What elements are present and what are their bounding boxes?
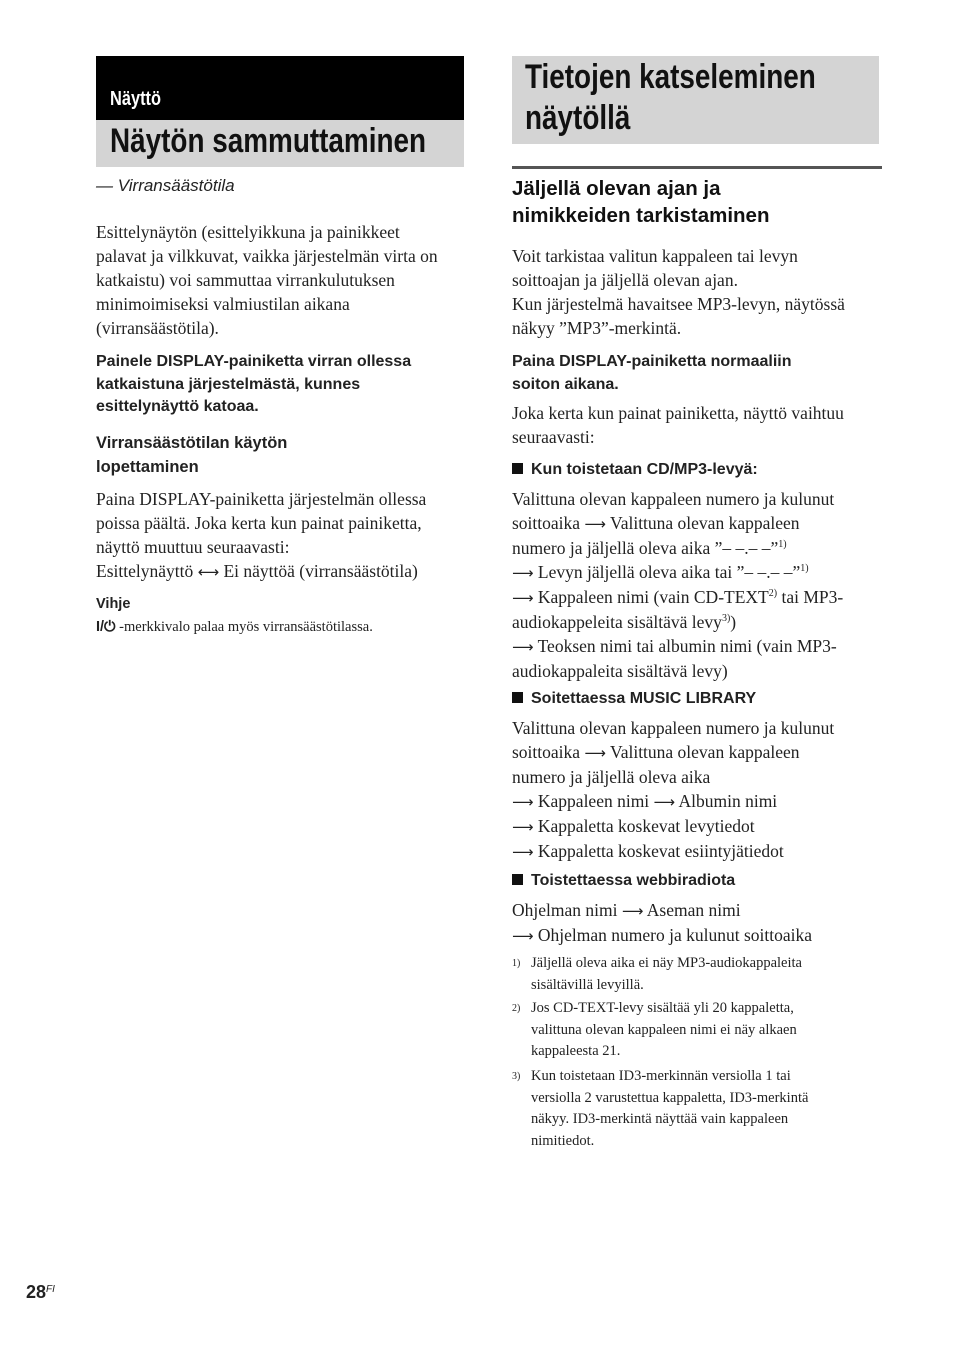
- library-heading: Soitettaessa MUSIC LIBRARY: [512, 690, 756, 708]
- divider: [512, 166, 882, 169]
- right-instruction: Paina DISPLAY-painiketta normaaliin soiton aikana.: [512, 353, 792, 393]
- square-bullet-icon: [512, 463, 523, 474]
- cancel-heading: Virransäästötilan käytön lopettaminen: [96, 434, 288, 476]
- footnote-2: 2) Jos CD-TEXT-levy sisältää yli 20 kappaletta, valittuna olevan kappaleen nimi ei näy alkaen kappaleesta 21.: [512, 1000, 797, 1059]
- radio-heading: Toistettaessa webbiradiota: [512, 872, 735, 890]
- arrow-icon: ⟶: [584, 744, 606, 762]
- intro-paragraph: Esittelynäytön (esittelyikkuna ja painikkeet palavat ja vilkkuvat, vaikka järjestelmän virta on katkaistu) voi sammuttaa virrankulutuksen minimoimiseksi valmiustilan aikana (virransäästötila).: [96, 222, 438, 338]
- arrow-icon: ⟶: [512, 564, 534, 582]
- cancel-paragraph: Paina DISPLAY-painiketta järjestelmän ollessa poissa päältä. Joka kerta kun painat painiketta, näyttö muuttuu seuraavasti: Esittelynäyttö ⟷ Ei näyttöä (virransäästötila): [96, 487, 426, 584]
- arrow-icon: ⟶: [621, 902, 644, 920]
- footnote-1: 1) Jäljellä oleva aika ei näy MP3-audiokappaleita sisältävillä levyillä.: [512, 955, 802, 993]
- arrow-icon: ⟶: [512, 843, 534, 861]
- page-number: $28^{FI}$: [26, 1282, 55, 1302]
- arrow-icon: ⟶: [653, 793, 676, 811]
- cd-heading: Kun toistetaan CD/MP3-levyä:: [512, 461, 758, 479]
- section-label: Näyttö: [110, 88, 162, 110]
- page-title: Näytön sammuttaminen: [110, 122, 427, 160]
- section-title-line1: Tietojen katseleminen: [525, 58, 816, 96]
- arrow-icon: ⟶: [512, 818, 534, 836]
- footnote-3: 3) Kun toistetaan ID3-merkinnän versiolla 1 tai versiolla 2 varustettua kappaletta, ID3-merkintä näkyy. ID3-merkintä näyttää vain kappaleen nimitiedot.: [512, 1068, 809, 1149]
- right-change-text: Joka kerta kun painat painiketta, näyttö vaihtuu seuraavasti:: [512, 403, 844, 447]
- radio-sequence: Ohjelman nimi ⟶ Aseman nimi ⟶ Ohjelman numero ja kulunut soittoaika: [512, 900, 813, 945]
- cancel-flow: Esittelynäyttö ⟷ Ei näyttöä (virransäästötila): [96, 561, 418, 581]
- section-title-line2: näytöllä: [525, 99, 631, 137]
- page-subtitle: — Virransäästötila: [96, 176, 235, 195]
- power-icon: I/⏻: [96, 619, 116, 635]
- hint-text: I/⏻ -merkkivalo palaa myös virransäästötilassa.: [96, 619, 373, 635]
- right-intro: Voit tarkistaa valitun kappaleen tai levyn soittoajan ja jäljellä olevan ajan. Kun järjestelmä havaitsee MP3-levyn, näytössä näkyy ”MP3”-merkintä.: [512, 246, 845, 338]
- library-sequence: Valittuna olevan kappaleen numero ja kulunut soittoaika ⟶ Valittuna olevan kappaleen numero ja jäljellä oleva aika ⟶ Kappaleen nimi ⟶ Albumin nimi ⟶ Kappaletta koskevat levytiedot ⟶ Kappaletta koskevat esiintyjätiedot: [512, 718, 835, 861]
- hint-label: Vihje: [96, 596, 131, 612]
- arrow-icon: ⟶: [584, 515, 606, 533]
- instruction-text: Painele DISPLAY-painiketta virran ollessa katkaistuna järjestelmästä, kunnes esittelynäyttö katoaa.: [96, 353, 412, 415]
- arrow-icon: ⟶: [512, 589, 534, 607]
- arrow-icon: ⟶: [512, 927, 534, 945]
- double-arrow-icon: ⟷: [197, 563, 220, 581]
- square-bullet-icon: [512, 692, 523, 703]
- cd-sequence: Valittuna olevan kappaleen numero ja kulunut soittoaika ⟶ Valittuna olevan kappaleen numero ja jäljellä oleva aika ”– –.– –”$^{1)}$ ⟶ Levyn jäljellä oleva aika tai ”– –.– –”$^{1)}$ ⟶ Kappaleen nimi (vain CD-TEXT$^{2)}$ tai MP3- audiokappeleita sisältävä levy$^{3)}$) ⟶ Teoksen nimi tai albumin nimi (vain MP3- audiokappaleita sisältävä levy): [512, 489, 844, 681]
- arrow-icon: ⟶: [512, 638, 534, 656]
- subheading: Jäljellä olevan ajan ja nimikkeiden tarkistaminen: [512, 177, 770, 227]
- square-bullet-icon: [512, 874, 523, 885]
- arrow-icon: ⟶: [512, 793, 534, 811]
